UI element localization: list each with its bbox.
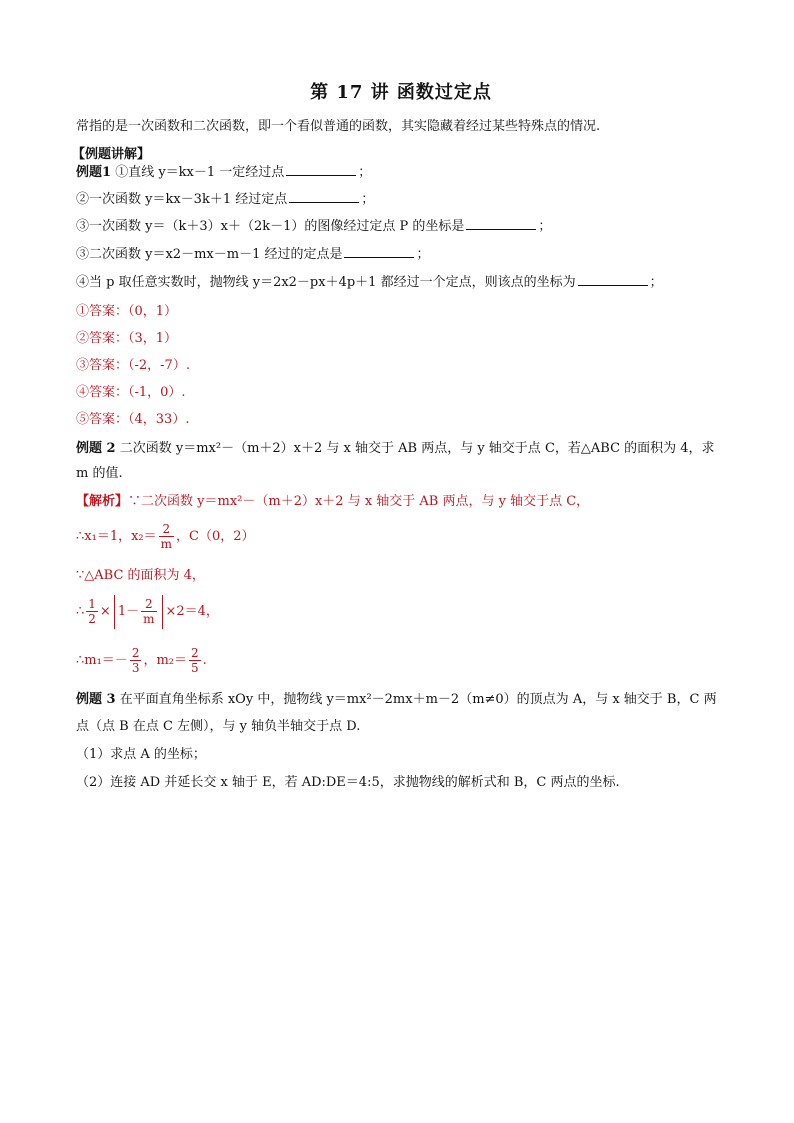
fraction: $\frac{1}{2}$ (88, 597, 96, 626)
answer-1: ①答案：（0，1） (76, 304, 178, 319)
answer-5: ⑤答案：（4，33）. (76, 412, 190, 427)
example2-step2: ∴x₁＝1，x₂＝ $\frac{2}{m}$ ，C（0，2） (76, 522, 255, 551)
example1-q3: ③一次函数 y＝（k＋3）x＋（2k－1）的图像经过定点 P 的坐标是 ； (76, 219, 552, 234)
answer-blank (578, 273, 648, 286)
example2-label: 例题 2 (76, 441, 116, 456)
answer-blank (286, 163, 356, 176)
abs-bar-left (114, 595, 115, 629)
example2-step3: ∵△ABC 的面积为 4， (76, 568, 205, 583)
answer-2: ②答案：（3，1） (76, 331, 178, 346)
fraction: $\frac{2}{m}$ (143, 597, 155, 626)
fraction: $\frac{2}{m}$ (160, 522, 173, 551)
example1-label: 例题1 (76, 165, 112, 180)
example3-line1: 例题 3 在平面直角坐标系 xOy 中，抛物线 y＝mx²－2mx＋m－2（m≠0）的顶点为 A，与 x 轴交于 B，C 两 (76, 692, 717, 707)
example3-part2: （2）连接 AD 并延长交 x 轴于 E，若 AD:DE＝4:5，求抛物线的解析式和 B，C 两点的坐标. (76, 775, 620, 790)
fraction: $\frac{2}{3}$ (131, 646, 140, 675)
abs-bar-right (162, 595, 163, 629)
example1-q1: 例题1 ①直线 y＝kx－1 一定经过点 ； (76, 165, 372, 180)
example3-label: 例题 3 (76, 692, 116, 707)
section-heading: 【例题讲解】 (72, 147, 151, 162)
example3-part1: （1）求点 A 的坐标； (76, 747, 206, 762)
answer-blank (289, 190, 359, 203)
page-title: 第 17 讲 函数过定点 (310, 82, 492, 103)
answer-3: ③答案：（-2，-7）. (76, 358, 190, 373)
intro-text: 常指的是一次函数和二次函数，即一个看似普通的函数，其实隐藏着经过某些特殊点的情况. (76, 119, 601, 134)
answer-4: ④答案：（-1，0）. (76, 385, 186, 400)
fraction: $\frac{2}{5}$ (191, 646, 199, 675)
answer-blank (344, 245, 414, 258)
example2-step5: ∴m₁＝－ $\frac{2}{3}$ ，m₂＝ $\frac{2}{5}$ . (76, 646, 207, 675)
example1-q2: ②一次函数 y＝kx－3k＋1 经过定点 ； (76, 192, 375, 207)
analysis-label: 【解析】 (76, 494, 129, 509)
answer-blank (466, 217, 536, 230)
example1-q5: ④当 p 取任意实数时，抛物线 y＝2x2－px＋4p＋1 都经过一个定点，则该点的坐标为 ； (76, 275, 663, 290)
example2-analysis-line1: 【解析】∵二次函数 y＝mx²－（m＋2）x＋2 与 x 轴交于 AB 两点，与 y 轴交于点 C， (76, 494, 590, 509)
example3-line2: 点（点 B 在点 C 左侧），与 y 轴负半轴交于点 D. (76, 719, 361, 734)
example2-question-line2: m 的值. (76, 466, 123, 481)
example1-q4: ③二次函数 y＝x2－mx－m－1 经过的定点是 ； (76, 247, 430, 262)
example2-step4: ∴ $\frac{1}{2}$ × 1－ $\frac{2}{m}$ ×2＝4， (76, 594, 219, 630)
example2-question-line1: 例题 2 二次函数 y＝mx²－（m＋2）x＋2 与 x 轴交于 AB 两点，与 y 轴交于点 C，若△ABC 的面积为 4，求 (76, 441, 715, 456)
